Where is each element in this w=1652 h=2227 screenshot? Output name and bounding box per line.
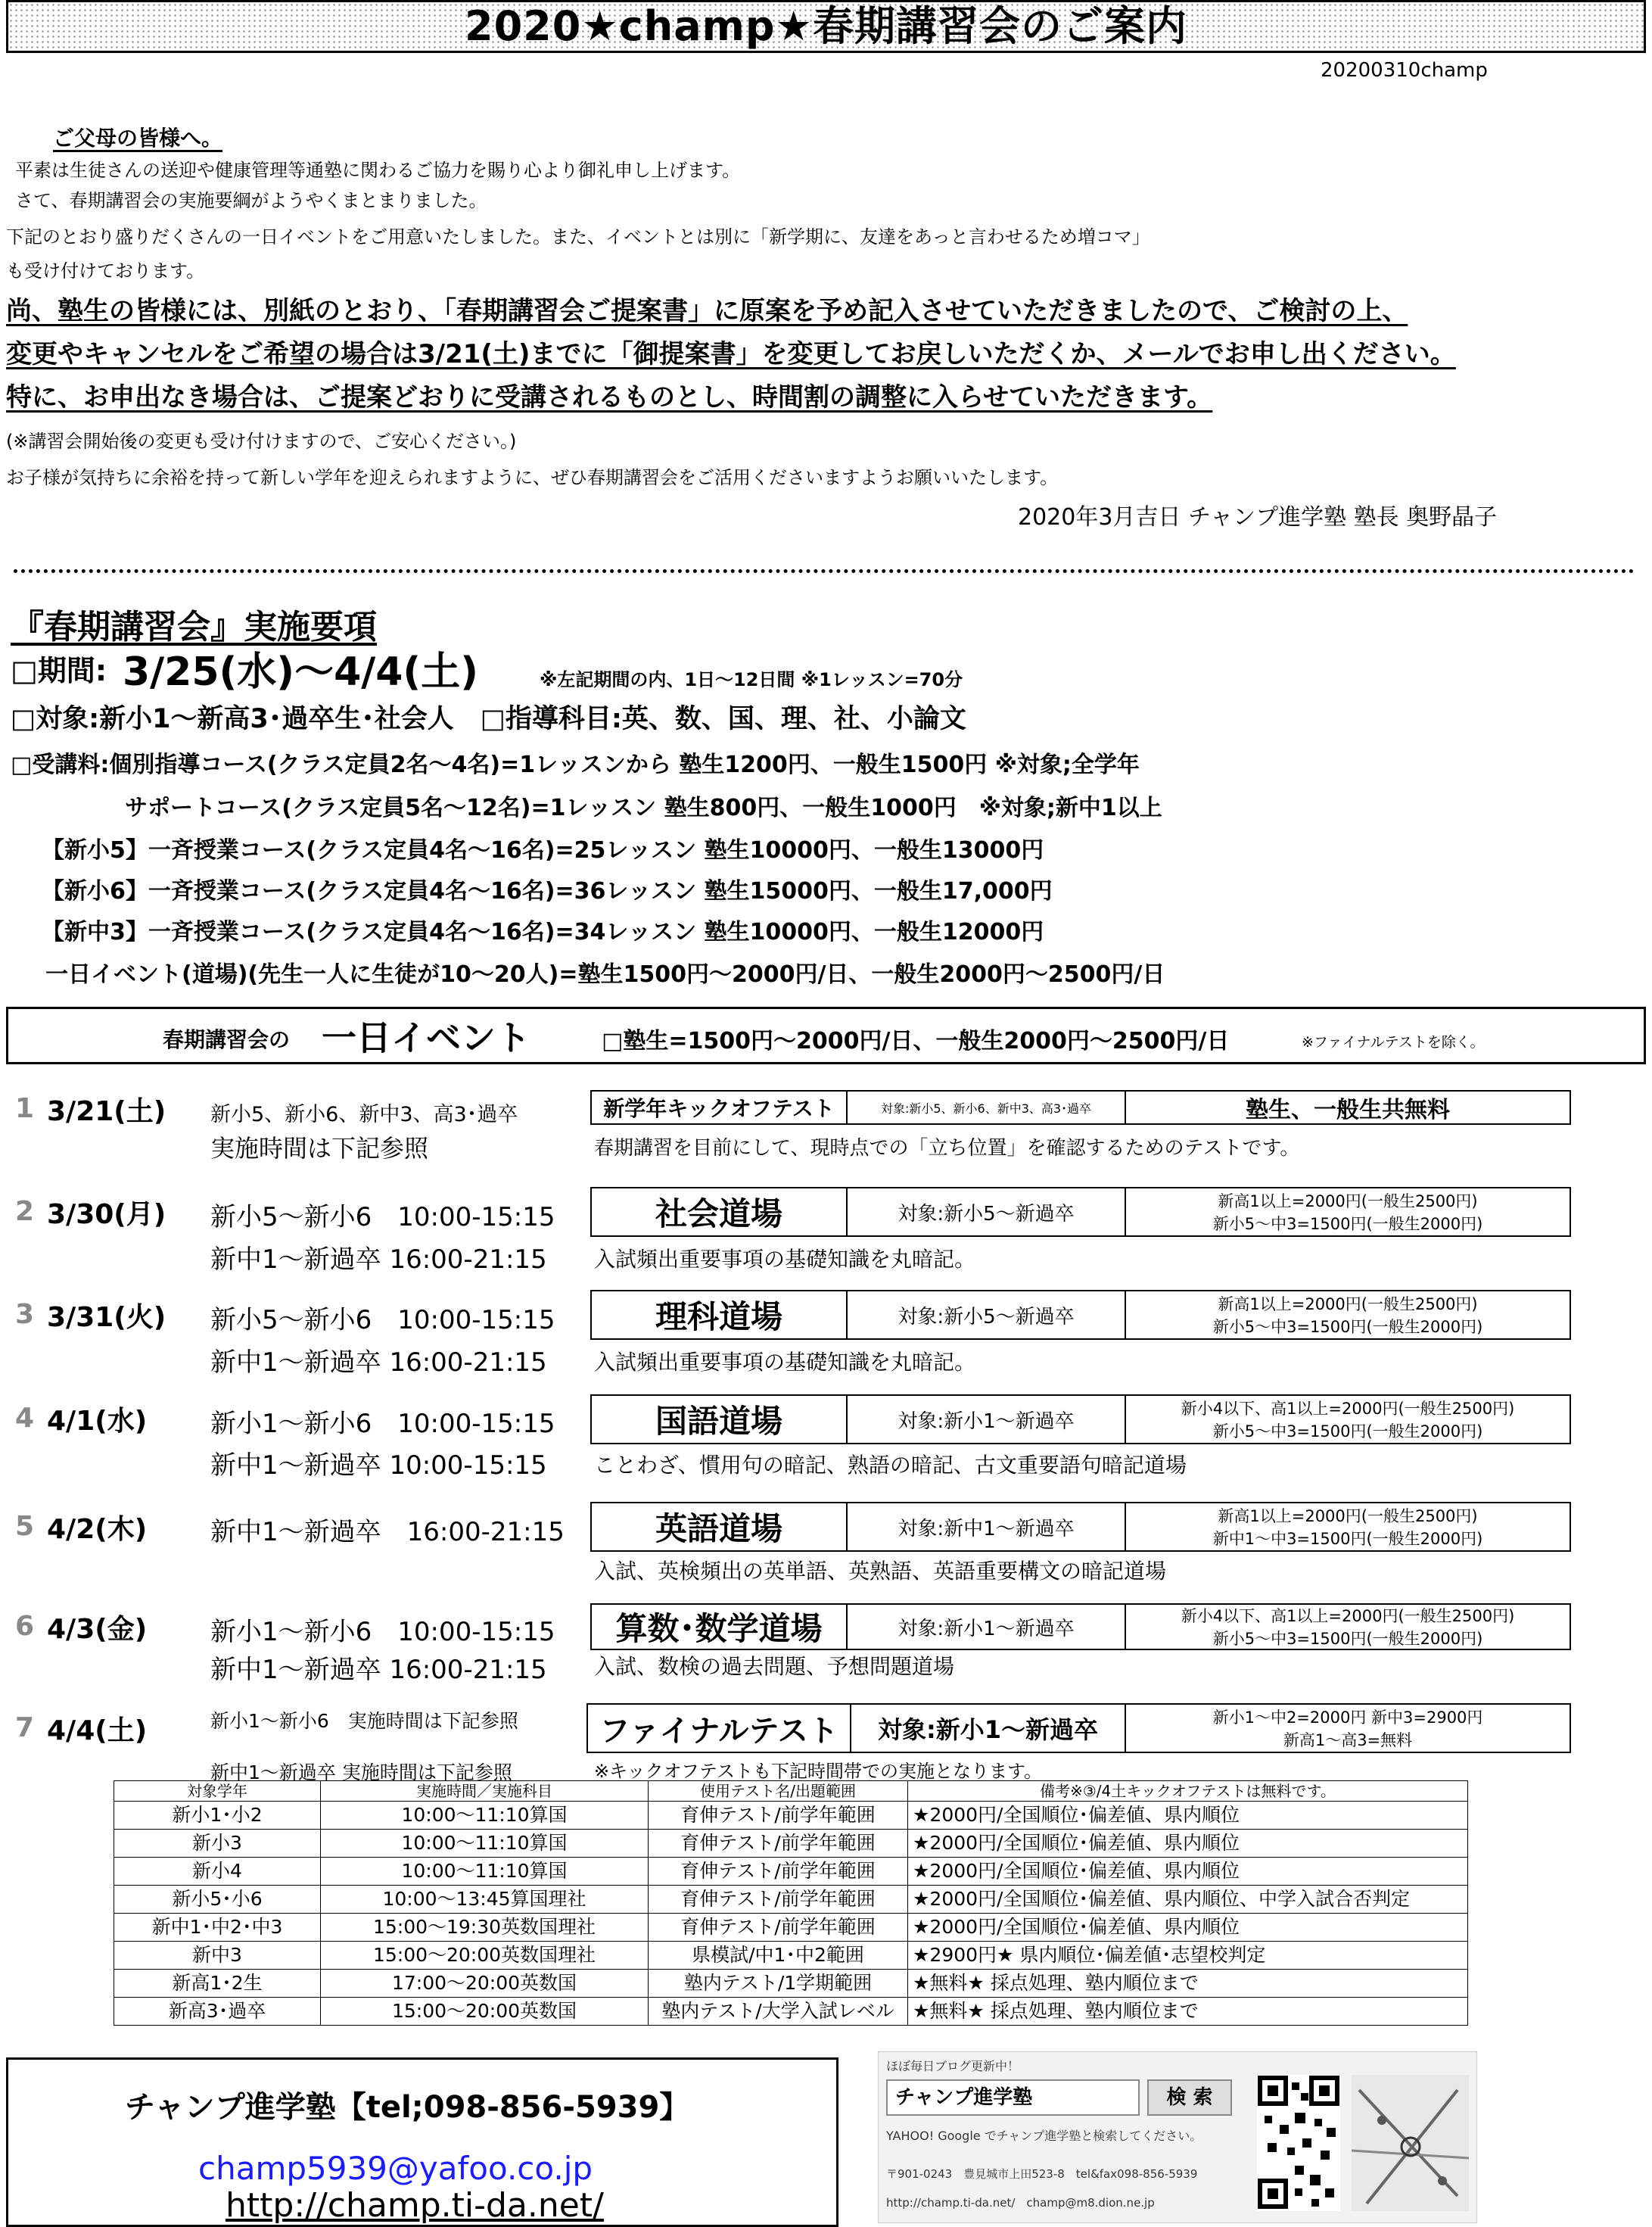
table-cell: ★2000円/全国順位･偏差値、県内順位 (908, 1858, 1468, 1886)
table-row (114, 1914, 1468, 1942)
event-name: 算数･数学道場 (590, 1603, 848, 1650)
table-cell: 塾内テスト/1学期範囲 (649, 1970, 908, 1998)
event-name: 国語道場 (590, 1394, 848, 1444)
column-header: 実施時間／実施科目 (321, 1781, 649, 1802)
event-time-2: 新中1～新過卒 10:00-15:15 (210, 1450, 547, 1481)
ad-search-box: チャンプ進学塾 (886, 2079, 1140, 2116)
fee-sho5: 【新小5】一斉授業コース(クラス定員4名～16名)=25レッスン 塾生10000円、一般生13000円 (42, 837, 1044, 864)
schedule-table (114, 1780, 1468, 2026)
events-note: ※ファイナルテストを除く。 (1302, 1034, 1485, 1051)
table-cell: 新小1･小2 (114, 1802, 321, 1830)
website-link[interactable]: http://champ.ti-da.net/ (226, 2186, 604, 2225)
table-row (114, 1886, 1468, 1914)
event-number: 7 (15, 1712, 35, 1743)
event-date: 4/1(水) (47, 1406, 148, 1437)
event-target: 対象:新小1～新過卒 (846, 1394, 1126, 1444)
event-number: 1 (15, 1093, 35, 1124)
page-title: 2020★champ★春期講習会のご案内 (465, 2, 1187, 50)
table-row (114, 1830, 1468, 1858)
table-cell: 10:00～13:45算国理社 (321, 1886, 649, 1914)
event-date: 4/2(木) (47, 1514, 148, 1545)
letter-bold-3: 特に、お申出なき場合は、ご提案どおりに受講されるものとし、時間割の調整に入らせていただきます。 (6, 382, 1213, 413)
event-time-1: 新小1～新小6 10:00-15:15 (210, 1617, 555, 1647)
event-time-2: 実施時間は下記参照 (210, 1134, 429, 1163)
events-title: 一日イベント (322, 1017, 530, 1058)
event-price (1125, 1603, 1571, 1650)
event-target: 対象:新中1～新過卒 (846, 1502, 1126, 1552)
event-desc: 入試頻出重要事項の基礎知識を丸暗記。 (594, 1247, 976, 1272)
table-header-row (114, 1781, 1468, 1802)
event-number: 3 (15, 1299, 35, 1330)
event-desc: 春期講習を目前にして、現時点での「立ち位置」を確認するためのテストです。 (594, 1137, 1300, 1160)
event-number: 5 (15, 1511, 35, 1542)
event-price (1125, 1394, 1571, 1444)
table-cell: ★2000円/全国順位･偏差値、県内順位 (908, 1914, 1468, 1942)
event-name: 新学年キックオフテスト (590, 1090, 848, 1125)
event-number: 4 (15, 1403, 35, 1434)
event-price (1125, 1703, 1571, 1753)
ad-search-button: 検 索 (1147, 2079, 1232, 2116)
event-target: 対象:新小5～新過卒 (846, 1290, 1126, 1340)
table-cell: 育伸テスト/前学年範囲 (649, 1802, 908, 1830)
event-time-1: 新小5～新小6 10:00-15:15 (210, 1202, 555, 1232)
event-price-line: 新小5～中3=1500円(一般生2000円) (1212, 1630, 1483, 1648)
event-price-line: 新高1以上=2000円(一般生2500円) (1218, 1507, 1478, 1525)
letter-p2: さて、春期講習会の実施要綱がようやくまとまりました。 (15, 190, 487, 211)
event-time-2: 新中1～新過卒 16:00-21:15 (210, 1244, 547, 1275)
event-date: 4/3(金) (47, 1614, 148, 1645)
table-cell: 10:00～11:10算国 (321, 1830, 649, 1858)
letter-closing: お子様が気持ちに余裕を持って新しい学年を迎えられますように、ぜひ春期講習会をご活用くださいますようお願いいたします。 (6, 467, 1059, 488)
event-desc: ※キックオフテストも下記時間帯での実施となります。 (594, 1761, 1043, 1782)
event-desc: 入試、英検頻出の英単語、英熟語、英語重要構文の暗記道場 (594, 1559, 1167, 1584)
table-cell: ★2000円/全国順位･偏差値、県内順位 (908, 1802, 1468, 1830)
table-cell: 新中1･中2･中3 (114, 1914, 321, 1942)
event-target: 対象:新小1～新過卒 (850, 1703, 1126, 1753)
table-row (114, 1802, 1468, 1830)
event-price-line: 新中1～中3=1500円(一般生2000円) (1212, 1530, 1483, 1548)
table-cell: 県模試/中1･中2範囲 (649, 1942, 908, 1970)
event-price (1125, 1187, 1571, 1237)
greeting: ご父母の皆様へ。 (53, 126, 223, 151)
table-cell: 新高1･2生 (114, 1970, 321, 1998)
doc-code: 20200310champ (1321, 59, 1488, 82)
event-price-line: 新高1～高3=無料 (1283, 1731, 1413, 1749)
table-cell: 育伸テスト/前学年範囲 (649, 1830, 908, 1858)
event-price-line: 新高1以上=2000円(一般生2500円) (1218, 1295, 1478, 1313)
event-date: 3/30(月) (47, 1199, 166, 1230)
event-price (1125, 1502, 1571, 1552)
event-number: 6 (15, 1611, 35, 1642)
event-time-1: 新小1～新小6 10:00-15:15 (210, 1409, 555, 1439)
signature: 2020年3月吉日 チャンプ進学塾 塾長 奥野晶子 (1018, 504, 1498, 531)
event-time-1: 新中1～新過卒 16:00-21:15 (210, 1517, 565, 1547)
table-cell: 10:00～11:10算国 (321, 1802, 649, 1830)
period-label: □期間: (11, 654, 107, 687)
table-cell: ★無料★ 採点処理、塾内順位まで (908, 1970, 1468, 1998)
table-cell: ★2000円/全国順位･偏差値、県内順位 (908, 1830, 1468, 1858)
event-time-2: 新中1～新過卒 16:00-21:15 (210, 1655, 547, 1685)
table-cell: 新小3 (114, 1830, 321, 1858)
ad-engines: YAHOO! Google でチャンプ進学塾と検索してください。 (886, 2129, 1202, 2143)
map-icon (1352, 2075, 1469, 2211)
table-cell: 15:00～20:00英数国 (321, 1998, 649, 2026)
event-time-1: 新小5、新小6、新中3、高3･過卒 (210, 1103, 518, 1126)
target-subjects: □対象:新小1～新高3･過卒生･社会人 □指導科目:英、数、国、理、社、小論文 (11, 704, 966, 734)
table-cell: 15:00～19:30英数国理社 (321, 1914, 649, 1942)
table-cell: 新中3 (114, 1942, 321, 1970)
table-cell: 塾内テスト/大学入試レベル (649, 1998, 908, 2026)
event-time-2: 新中1～新過卒 実施時間は下記参照 (210, 1761, 512, 1783)
fee-chu3: 【新中3】一斉授業コース(クラス定員4名～16名)=34レッスン 塾生10000円、一般生12000円 (42, 919, 1044, 945)
event-price-line: 新小5～中3=1500円(一般生2000円) (1212, 1318, 1483, 1336)
event-target: 対象:新小5、新小6、新中3、高3･過卒 (846, 1090, 1126, 1125)
letter-bold-1: 尚、塾生の皆様には、別紙のとおり、「春期講習会ご提案書」に原案を予め記入させていただきましたので、ご検討の上、 (6, 296, 1408, 326)
column-header: 対象学年 (114, 1781, 321, 1802)
events-price: □塾生=1500円～2000円/日、一般生2000円～2500円/日 (602, 1028, 1230, 1054)
letter-p3: 下記のとおり盛りだくさんの一日イベントをご用意いたしました。また、イベントとは別に「新学期に、友達をあっと言わせるため増コマ」 (6, 226, 1150, 248)
fee-sho6: 【新小6】一斉授業コース(クラス定員4名～16名)=36レッスン 塾生15000円、一般生17,000円 (42, 878, 1053, 905)
table-cell: 育伸テスト/前学年範囲 (649, 1914, 908, 1942)
email-link[interactable]: champ5939@yafoo.co.jp (198, 2150, 593, 2187)
table-cell: ★2000円/全国順位･偏差値、県内順位、中学入試合否判定 (908, 1886, 1468, 1914)
event-desc: 入試頻出重要事項の基礎知識を丸暗記。 (594, 1350, 976, 1375)
ad-address: 〒901-0243 豊見城市上田523-8 tel&fax098-856-5939 (886, 2167, 1198, 2181)
table-row (114, 1942, 1468, 1970)
table-row (114, 1998, 1468, 2026)
letter-note: (※講習会開始後の変更も受け付けますので、ご安心ください。) (6, 431, 517, 452)
table-cell: 育伸テスト/前学年範囲 (649, 1886, 908, 1914)
event-price-line: 新小5～中3=1500円(一般生2000円) (1212, 1215, 1483, 1233)
table-row (114, 1970, 1468, 1998)
events-prefix: 春期講習会の (163, 1027, 291, 1052)
event-name: 英語道場 (590, 1502, 848, 1552)
event-price (1125, 1290, 1571, 1340)
event-name: ファイナルテスト (586, 1703, 851, 1753)
table-cell: 育伸テスト/前学年範囲 (649, 1858, 908, 1886)
letter-p1: 平素は生徒さんの送迎や健康管理等通塾に関わるご協力を賜り心より御礼申し上げます。 (15, 160, 741, 181)
period-value: 3/25(水)～4/4(土) (123, 649, 478, 695)
column-header: 備考※③/4土キックオフテストは無料です。 (908, 1781, 1468, 1802)
event-price-line: 新小4以下、高1以上=2000円(一般生2500円) (1181, 1607, 1515, 1625)
event-date: 3/21(土) (47, 1096, 166, 1127)
table-cell: ★無料★ 採点処理、塾内順位まで (908, 1998, 1468, 2026)
event-price-line: 新小5～中3=1500円(一般生2000円) (1212, 1422, 1483, 1441)
outline-heading: 『春期講習会』実施要項 (11, 608, 377, 646)
table-cell: 10:00～11:10算国 (321, 1858, 649, 1886)
school-contact: チャンプ進学塾【tel;098-856-5939】 (125, 2090, 690, 2125)
event-time-1: 新小1～新小6 実施時間は下記参照 (210, 1710, 518, 1732)
letter-p4: も受け付けております。 (6, 260, 205, 282)
qr-code-icon (1257, 2075, 1340, 2211)
period-note: ※左記期間の内、1日～12日間 ※1レッスン=70分 (540, 669, 963, 690)
event-target: 対象:新小5～新過卒 (846, 1187, 1126, 1237)
table-cell: ★2900円★ 県内順位･偏差値･志望校判定 (908, 1942, 1468, 1970)
fee-event: 一日イベント(道場)(先生一人に生徒が10～20人)=塾生1500円～2000円/日、一般生2000円～2500円/日 (45, 961, 1165, 988)
table-cell: 新小4 (114, 1858, 321, 1886)
column-header: 使用テスト名/出題範囲 (649, 1781, 908, 1802)
fee-support: サポートコース(クラス定員5名～12名)=1レッスン 塾生800円、一般生1000円 ※対象;新中1以上 (125, 795, 1162, 821)
event-date: 3/31(火) (47, 1302, 166, 1333)
event-time-1: 新小5～新小6 10:00-15:15 (210, 1305, 555, 1335)
event-desc: 入試、数検の過去問題、予想問題道場 (594, 1654, 955, 1679)
ad-contacts: http://champ.ti-da.net/ champ@m8.dion.ne.jp (886, 2196, 1155, 2210)
ad-banner-text: ほぼ毎日ブログ更新中！ (886, 2059, 1020, 2073)
table-cell: 17:00～20:00英数国 (321, 1970, 649, 1998)
event-price-line: 新小1～中2=2000円 新中3=2900円 (1212, 1708, 1483, 1727)
event-price-line: 新高1以上=2000円(一般生2500円) (1218, 1192, 1478, 1210)
event-price: 塾生、一般生共無料 (1125, 1090, 1571, 1125)
event-time-2: 新中1～新過卒 16:00-21:15 (210, 1347, 547, 1378)
divider (14, 569, 1635, 573)
event-number: 2 (15, 1196, 35, 1227)
letter-bold-2: 変更やキャンセルをご希望の場合は3/21(土)までに「御提案書」を変更してお戻しいただくか、メールでお申し出ください。 (6, 339, 1456, 369)
page-title-banner (6, 0, 1646, 53)
event-target: 対象:新小1～新過卒 (846, 1603, 1126, 1650)
table-cell: 15:00～20:00英数国理社 (321, 1942, 649, 1970)
table-cell: 新小5･小6 (114, 1886, 321, 1914)
event-name: 社会道場 (590, 1187, 848, 1237)
event-desc: ことわざ、慣用句の暗記、熟語の暗記、古文重要語句暗記道場 (594, 1453, 1187, 1478)
table-row (114, 1858, 1468, 1886)
table-cell: 新高3･過卒 (114, 1998, 321, 2026)
event-name: 理科道場 (590, 1290, 848, 1340)
event-price-line: 新小4以下、高1以上=2000円(一般生2500円) (1181, 1400, 1515, 1418)
event-date: 4/4(土) (47, 1715, 148, 1746)
fee-individual: □受講料:個別指導コース(クラス定員2名～4名)=1レッスンから 塾生1200円、一般生1500円 ※対象;全学年 (11, 752, 1140, 778)
blog-ad[interactable] (878, 2051, 1477, 2223)
